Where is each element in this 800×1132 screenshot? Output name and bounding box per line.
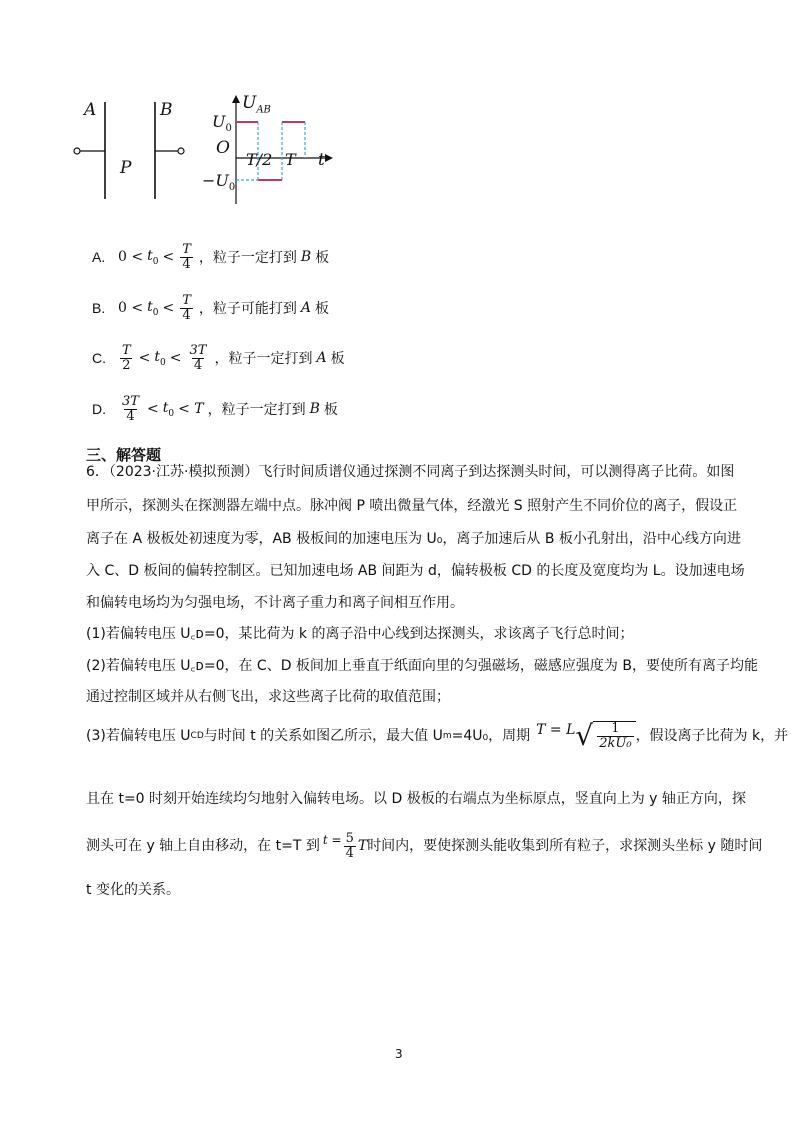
option-c: C. $\frac{T}{2}$ < $t_0$ < $\frac{3T}{4}$ ，粒子一定打到 A 板 — [92, 342, 345, 373]
q6-sub-3a: (3)若偏转电压 U CD 与时间 t 的关系如图乙所示，最大值 U m =4U₀，周期 T = L √ $\frac{1}{\text{2kU₀}}$ ，假设离子比荷为 k，并 — [86, 719, 789, 752]
figure-svg — [60, 92, 360, 212]
q6-sub-2a: (2)若偏转电压 U꜀ᴅ=0，在 C、D 板间加上垂直于纸面向里的匀强磁场，磁感应强度为 B，要使所有离子均能 — [86, 658, 758, 674]
label-t-axis: t — [318, 150, 325, 170]
section-title: 三、解答题 — [86, 446, 162, 464]
page-number: 3 — [395, 1047, 403, 1061]
graph-y-arrow — [232, 95, 240, 103]
label-plate-b: B — [160, 100, 173, 120]
label-u-ab: $U_{AB}$ — [242, 93, 271, 116]
q6-sub-3c: 测头可在 y 轴上自由移动，在 t=T 到 t = $\frac{5}{4}$ T 时间内，要使探测头能收集到所有粒子，求探测头坐标 y 随时间 — [86, 830, 763, 861]
figure — [60, 92, 360, 212]
label-t-period: T — [285, 150, 296, 169]
option-d: D. $\frac{3T}{4}$ < $t_0$ < T ，粒子一定打到 B 板 — [92, 393, 338, 424]
q6-sub-3d: t 变化的关系。 — [86, 882, 180, 898]
option-a: A. 0 < $t_0$ < $\frac{T}{4}$ ，粒子一定打到 B 板 — [92, 241, 330, 272]
label-region-p: P — [120, 158, 132, 178]
label-half-t: T/2 — [246, 150, 273, 169]
label-u0: $U_0$ — [212, 112, 232, 135]
graph-x-arrow — [325, 154, 333, 162]
option-a-label: A. — [92, 249, 106, 265]
q6-line-5: 和偏转电场均为匀强电场，不计离子重力和离子间相互作用。 — [86, 595, 464, 611]
q6-line-4: 入 C、D 板间的偏转控制区。已知加速电场 AB 间距为 d，偏转极板 CD 的长度及宽度均为 L。设加速电场 — [86, 563, 745, 579]
label-plate-a: A — [84, 100, 97, 120]
q6-sub-1: (1)若偏转电压 U꜀ᴅ=0，某比荷为 k 的离子沿中心线到达探测头，求该离子飞行总时间； — [86, 626, 634, 642]
terminal-a — [74, 148, 80, 154]
label-origin: O — [216, 138, 230, 158]
option-c-label: C. — [92, 350, 106, 366]
q6-line-2: 甲所示，探测头在探测器左端中点。脉冲阀 P 喷出微量气体，经激光 S 照射产生不同价位的离子，假设正 — [86, 498, 738, 514]
q6-line-1: 6．（2023·江苏·模拟预测）飞行时间质谱仪通过探测不同离子到达探测头时间，可以测得离子比荷。如图 — [86, 464, 735, 480]
q6-sub-2b: 通过控制区域并从右侧飞出，求这些离子比荷的取值范围； — [86, 689, 450, 705]
sqrt-formula: √ $\frac{1}{\text{2kU₀}}$ — [575, 721, 635, 751]
label-neg-u0: $-U_0$ — [202, 171, 236, 194]
option-d-label: D. — [92, 401, 106, 417]
option-b: B. 0 < $t_0$ < $\frac{T}{4}$ ，粒子可能打到 A 板 — [92, 292, 329, 323]
terminal-b — [178, 148, 184, 154]
q6-line-3: 离子在 A 极板处初速度为零，AB 极板间的加速电压为 U₀，离子加速后从 B 板小孔射出，沿中心线方向进 — [86, 531, 741, 547]
q6-sub-3b: 且在 t=0 时刻开始连续均匀地射入偏转电场。以 D 极板的右端点为坐标原点，竖直向上为 y 轴正方向，探 — [86, 791, 746, 807]
option-b-label: B. — [92, 300, 106, 316]
